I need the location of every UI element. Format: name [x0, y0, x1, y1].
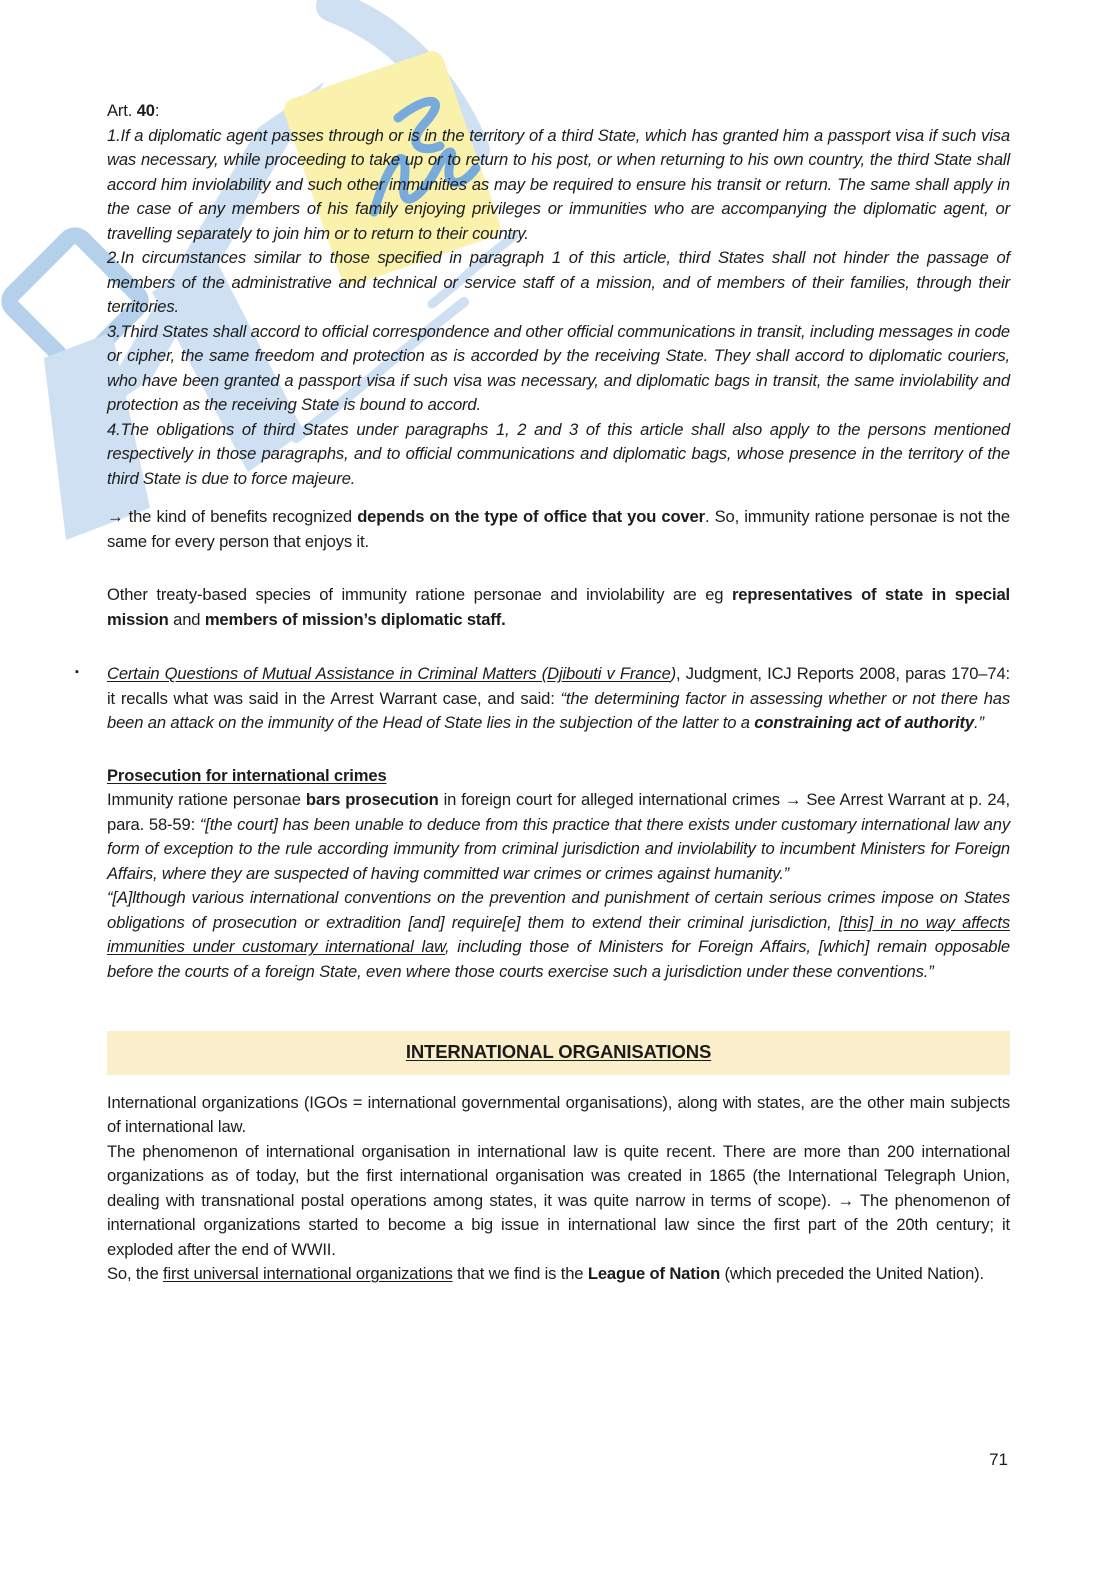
spacer	[107, 554, 1010, 583]
vienna-art40-paragraph-4: 4.The obligations of third States under paragraphs 1, 2 and 3 of this article shall also apply to the persons mentioned respectively in those paragraphs, and to official communications and diplomatic bags, whose presence in the territory of the third State is due to force majeure.	[107, 419, 1010, 488]
section-banner	[107, 1031, 1010, 1075]
vienna-art40-paragraph-2: 2.In circumstances similar to those specified in paragraph 1 of this article, third States shall not hinder the passage of members of the administrative and technical or service staff of a mission, and of members of their families, through their territories.	[107, 248, 1010, 316]
prosecution-crimes-heading: Prosecution for international crimes	[107, 765, 387, 785]
prosecution-paragraph-2: “[A]lthough various international conventions on the prevention and punishment of certain serious crimes impose on States obligations of prosecution or extradition [and] require[e] them to extend their criminal jurisdiction, [this] in no way affects immunities under customary international law, including those of Ministers for Foreign Affairs, [which] remain opposable before the courts of a foreign State, even where those courts exercise such a jurisdiction under these conventions.”	[107, 888, 1010, 981]
prosecution-paragraph-1: Immunity ratione personae bars prosecution in foreign court for alleged international crimes → See Arrest Warrant at p. 24, para. 58-59: “[the court] has been unable to deduce from this practice that there exists under customary international law any form of exception to the rule according immunity from criminal jurisdiction and inviolability to incumbent Ministers for Foreign Affairs, where they are suspected of having committed war crimes or crimes against humanity.”	[107, 790, 1010, 883]
vienna-art40-paragraph-3: 3.Third States shall accord to official correspondence and other official communications in transit, including messages in code or cipher, the same freedom and protection as is accorded by the receiving State. They shall accord to diplomatic couriers, who have been granted a passport visa if such visa was necessary, and diplomatic bags in transit, the same inviolability and protection as the receiving State is bound to accord.	[107, 321, 1010, 414]
treaty-species-note: Other treaty-based species of immunity ratione personae and inviolability are eg representatives of state in special mission and members of mission’s diplomatic staff.	[107, 585, 1010, 629]
section-banner-title: INTERNATIONAL ORGANISATIONS	[405, 1041, 712, 1062]
case-citation-text: Certain Questions of Mutual Assistance in Criminal Matters (Djibouti v France), Judgment, ICJ Reports 2008, paras 170–74: it recalls what was said in the Arrest Warrant case, and said: “the determining factor in assessing whether or not there has been an attack on the immunity of the Head of State lies in the subjection of the latter to a constraining act of authority.”	[107, 664, 1010, 732]
vienna-art40-paragraph-1: 1.If a diplomatic agent passes through or is in the territory of a third State, which has granted him a passport visa if such visa was necessary, while proceeding to take up or to return to his post, or when returning to his own country, the third State shall accord him inviolability and such other immunities as may be required to ensure his transit or return. The same shall apply in the case of any members of his family enjoying privileges or immunities who are accompanying the diplomatic agent, or travelling separately to join him or to return to their country.	[107, 125, 1010, 243]
benefits-arrow-note: → the kind of benefits recognized depends on the type of office that you cover. So, immunity ratione personae is not the same for every person that enjoys it.	[107, 507, 1010, 551]
case-citation-bullet	[75, 662, 1010, 736]
spacer	[107, 491, 1010, 505]
igo-history-paragraph: The phenomenon of international organisation in international law is quite recent. There are more than 200 international organizations as of today, but the first international organisation was created in 1865 (the International Telegraph Union, dealing with transnational postal operations among states, it was quite narrow in terms of scope). → The phenomenon of international organizations started to become a big issue in international law since the first part of the 20th century; it exploded after the end of WWII.	[107, 1141, 1010, 1259]
art-40-heading: Art. 40:	[107, 101, 160, 120]
document-body	[75, 99, 1010, 1287]
bullet-icon: ▪	[75, 666, 79, 678]
spacer	[107, 984, 1010, 1031]
spacer	[107, 736, 1010, 764]
igo-league-paragraph: So, the first universal international organizations that we find is the League of Nation (which preceded the United Nation).	[107, 1264, 984, 1283]
page-number: 71	[989, 1450, 1008, 1469]
spacer	[107, 1075, 1010, 1091]
spacer	[107, 632, 1010, 662]
igo-intro-paragraph: International organizations (IGOs = international governmental organisations), along with states, are the other main subjects of international law.	[107, 1092, 1010, 1136]
